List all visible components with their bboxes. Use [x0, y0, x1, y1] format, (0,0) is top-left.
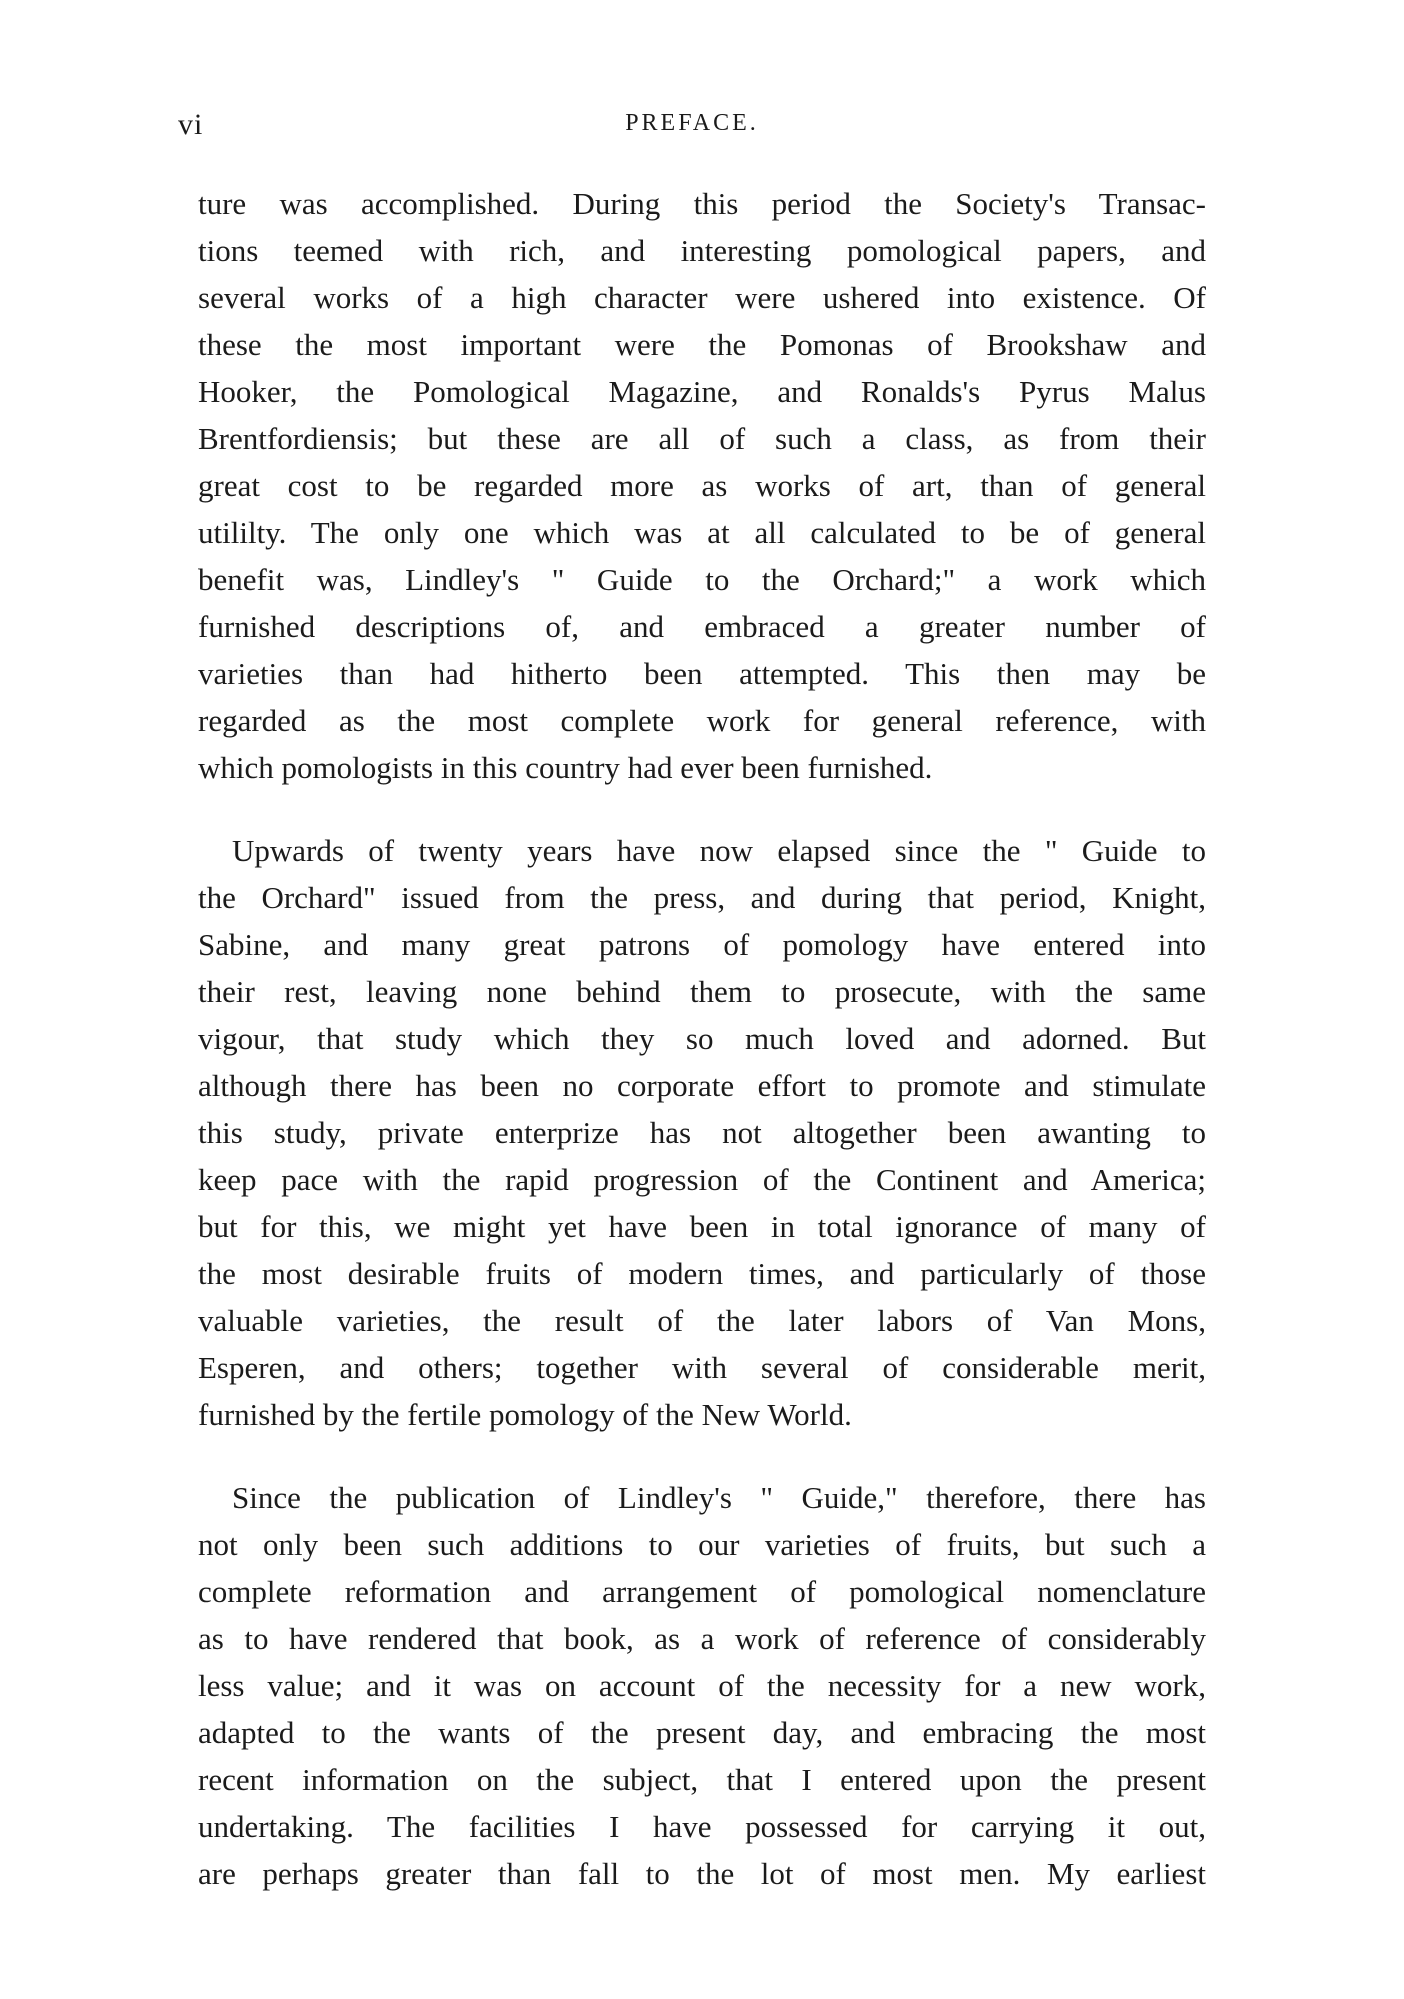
text-line: great cost to be regarded more as works of art, than of general: [198, 468, 1206, 503]
text-line: the most desirable fruits of modern times, and particularly of those: [198, 1256, 1206, 1291]
text-line: adapted to the wants of the present day, and embracing the most: [198, 1715, 1206, 1750]
text-line: are perhaps greater than fall to the lot of most men. My earliest: [198, 1856, 1206, 1891]
body-text: [198, 180, 1206, 1933]
paragraph: [198, 180, 1206, 791]
text-line: Hooker, the Pomological Magazine, and Ronalds's Pyrus Malus: [198, 374, 1206, 409]
text-line: these the most important were the Pomonas of Brookshaw and: [198, 327, 1206, 362]
paragraph: [198, 827, 1206, 1438]
paragraph: [198, 1474, 1206, 1897]
text-line: undertaking. The facilities I have possessed for carrying it out,: [198, 1809, 1206, 1844]
text-line: the Orchard" issued from the press, and during that period, Knight,: [198, 880, 1206, 915]
running-title: PREFACE.: [625, 110, 759, 136]
text-line: varieties than had hitherto been attempted. This then may be: [198, 656, 1206, 691]
text-line: this study, private enterprize has not altogether been awanting to: [198, 1115, 1206, 1150]
text-line: benefit was, Lindley's " Guide to the Orchard;" a work which: [198, 562, 1206, 597]
text-line: furnished descriptions of, and embraced a greater number of: [198, 609, 1206, 644]
text-line: but for this, we might yet have been in total ignorance of many of: [198, 1209, 1206, 1244]
text-line: several works of a high character were ushered into existence. Of: [198, 280, 1206, 315]
text-line: Brentfordiensis; but these are all of such a class, as from their: [198, 421, 1206, 456]
text-line: complete reformation and arrangement of pomological nomenclature: [198, 1574, 1206, 1609]
text-line: Since the publication of Lindley's " Guide," therefore, there has: [232, 1480, 1206, 1515]
page-number: vi: [178, 108, 204, 141]
text-line: utililty. The only one which was at all calculated to be of general: [198, 515, 1206, 550]
text-line: less value; and it was on account of the necessity for a new work,: [198, 1668, 1206, 1703]
text-line: keep pace with the rapid progression of the Continent and America;: [198, 1162, 1206, 1197]
text-line: Upwards of twenty years have now elapsed since the " Guide to: [232, 833, 1206, 868]
text-line: vigour, that study which they so much loved and adorned. But: [198, 1021, 1206, 1056]
text-line: as to have rendered that book, as a work of reference of considerably: [198, 1621, 1206, 1656]
text-line: tions teemed with rich, and interesting pomological papers, and: [198, 233, 1206, 268]
text-line: ture was accomplished. During this period the Society's Transac-: [198, 186, 1206, 221]
text-line: although there has been no corporate effort to promote and stimulate: [198, 1068, 1206, 1103]
text-line: recent information on the subject, that I entered upon the present: [198, 1762, 1206, 1797]
text-line: Sabine, and many great patrons of pomology have entered into: [198, 927, 1206, 962]
text-line: valuable varieties, the result of the later labors of Van Mons,: [198, 1303, 1206, 1338]
text-line: which pomologists in this country had ever been furnished.: [198, 750, 933, 785]
running-head: [178, 108, 1206, 148]
text-line: not only been such additions to our varieties of fruits, but such a: [198, 1527, 1206, 1562]
text-line: Esperen, and others; together with several of considerable merit,: [198, 1350, 1206, 1385]
text-line: their rest, leaving none behind them to prosecute, with the same: [198, 974, 1206, 1009]
text-line: regarded as the most complete work for general reference, with: [198, 703, 1206, 738]
text-line: furnished by the fertile pomology of the New World.: [198, 1397, 852, 1432]
